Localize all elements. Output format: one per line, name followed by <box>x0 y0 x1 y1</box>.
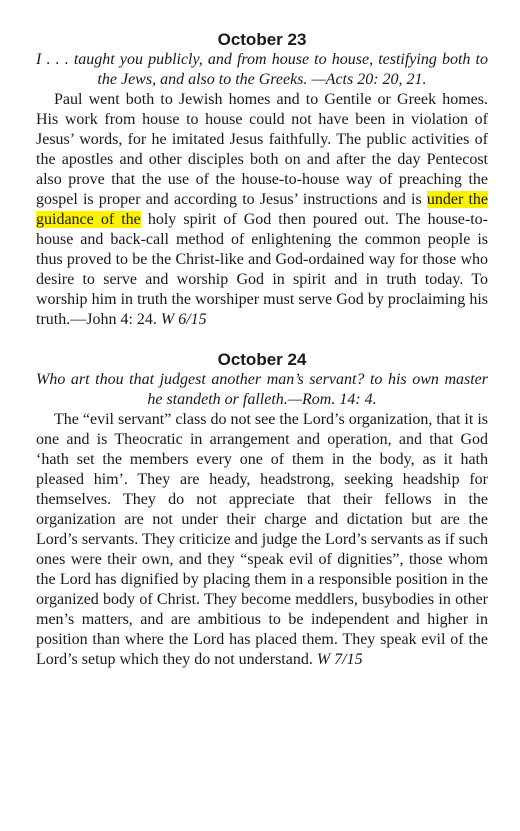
entry-date: October 24 <box>217 350 307 369</box>
body-text-part: The “evil servant” class do not see the Lord’s organization, that it is one and is Theocratic in arrangement and operation, and that God ‘hath set the members every one of them in the body, as it hath pleased him’. They are heady, headstrong, seeking headship for themselves. They do not appreciate that their fellows in the organization are not under their charge and dictation but are the Lord’s servants. They criticize and judge the Lord’s servants as if such ones were their own, and they “speak evil of dignities”, those whom the Lord has dignified by placing them in a responsible position in the organized body of Christ. They become meddlers, busybodies in other men’s matters, and are ambitious to be independent and higher in position than where the Lord has placed them. They speak evil of the Lord’s setup which they do not understand. <box>36 411 488 668</box>
scripture-quote: I . . . taught you publicly, and from house to house, testifying both to the Jews, and also to the Greeks. —Acts 20: 20, 21. <box>36 51 488 88</box>
entry-october-24 <box>36 350 488 670</box>
text-page <box>36 30 488 670</box>
scripture-quote: Who art thou that judgest another man’s servant? to his own master he standeth or falleth.—Rom. 14: 4. <box>36 371 488 408</box>
entry-date: October 23 <box>217 30 307 49</box>
source-reference: W 7/15 <box>316 651 363 668</box>
entry-body <box>36 410 488 670</box>
entry-body <box>36 90 488 330</box>
body-text-part: holy spirit of God then poured out. The house-to-house and back-call method of enlightening the common people is thus proved to be the Christ-like and God-ordained way for those who desire to serve and worship God in spirit and in truth today. To worship him in truth the worshiper must serve God by proclaiming his truth.—John 4: 24. <box>36 211 489 328</box>
entry-october-23 <box>36 30 488 330</box>
body-text-part: Paul went both to Jewish homes and to Gentile or Greek homes. His work from house to house could not have been in violation of Jesus’ words, for he imitated Jesus faithfully. The public activities of the apostles and other disciples both on and after the day Pentecost also prove that the use of the house-to-house way of preaching the gospel is proper and according to Jesus’ instructions and is <box>36 91 488 208</box>
highlighted-text: under the guidance of the <box>36 191 489 228</box>
source-reference: W 6/15 <box>160 311 207 328</box>
